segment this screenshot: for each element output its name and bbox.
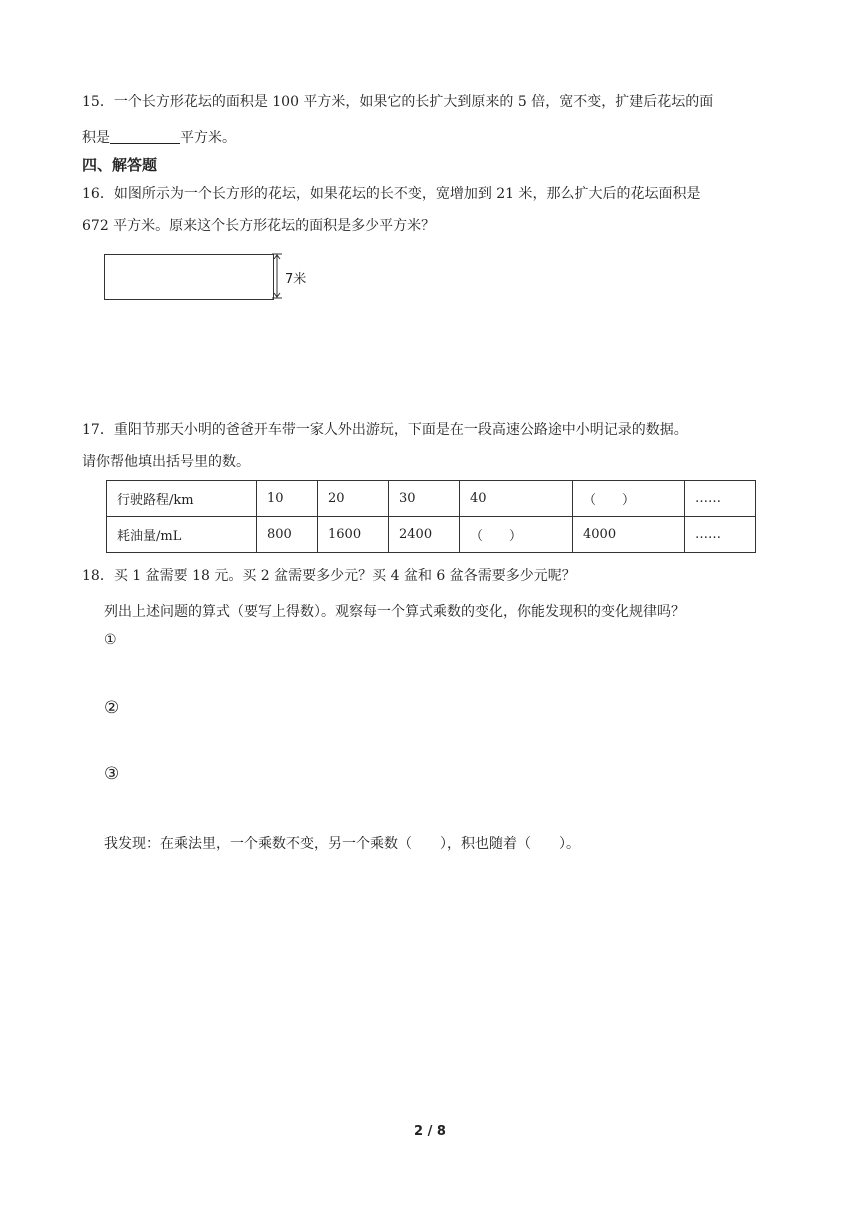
table-blank-cell[interactable]: （ ） — [460, 517, 573, 553]
table-cell: 1600 — [318, 517, 389, 553]
q15-line2-suffix: 平方米。 — [180, 130, 236, 146]
q18-line1: 18．买 1 盆需要 18 元。买 2 盆需要多少元？买 4 盆和 6 盆各需要多少元呢？ — [82, 568, 576, 584]
table-cell: 30 — [389, 481, 460, 517]
table-cell: 20 — [318, 481, 389, 517]
answer-marker-2: ② — [104, 698, 120, 718]
flowerbed-rectangle — [104, 254, 274, 300]
table-cell: …… — [685, 481, 756, 517]
page-number: 2 / 8 — [414, 1124, 446, 1139]
data-table — [106, 480, 756, 553]
figure-width-label: 7米 — [285, 272, 307, 287]
table-cell: …… — [685, 517, 756, 553]
q18-line2: 列出上述问题的算式（要写上得数）。观察每一个算式乘数的变化，你能发现积的变化规律吗？ — [104, 604, 685, 620]
table-cell: 2400 — [389, 517, 460, 553]
q15-line2-prefix: 积是 — [82, 130, 110, 146]
table-cell: 10 — [257, 481, 318, 517]
answer-marker-1: ① — [104, 632, 117, 648]
q17-line1: 17．重阳节那天小明的爸爸开车带一家人外出游玩，下面是在一段高速公路途中小明记录的数据。 — [82, 422, 688, 438]
q16-line1: 16．如图所示为一个长方形的花坛，如果花坛的长不变，宽增加到 21 米，那么扩大后的花坛面积是 — [82, 186, 701, 202]
table-row — [107, 481, 756, 517]
table-cell: 800 — [257, 517, 318, 553]
table-cell: 行驶路程/km — [107, 481, 257, 517]
width-dimension-arrow-icon — [270, 250, 284, 302]
q16-line2: 672 平方米。原来这个长方形花坛的面积是多少平方米？ — [82, 218, 436, 234]
section-title: 四、解答题 — [82, 156, 158, 174]
q17-line2: 请你帮他填出括号里的数。 — [82, 454, 250, 470]
q15-line1: 15．一个长方形花坛的面积是 100 平方米，如果它的长扩大到原来的 5 倍，宽不变，扩建后花坛的面 — [82, 94, 714, 110]
table-cell: 4000 — [573, 517, 685, 553]
table-blank-cell[interactable]: （ ） — [573, 481, 685, 517]
table-cell: 40 — [460, 481, 573, 517]
q15-answer-blank[interactable] — [110, 129, 180, 144]
table-cell: 耗油量/mL — [107, 517, 257, 553]
table-row — [107, 517, 756, 553]
q18-finding: 我发现：在乘法里，一个乘数不变，另一个乘数（ ），积也随着（ ）。 — [104, 836, 580, 852]
q15-line2 — [82, 128, 236, 148]
answer-marker-3: ③ — [104, 764, 120, 784]
